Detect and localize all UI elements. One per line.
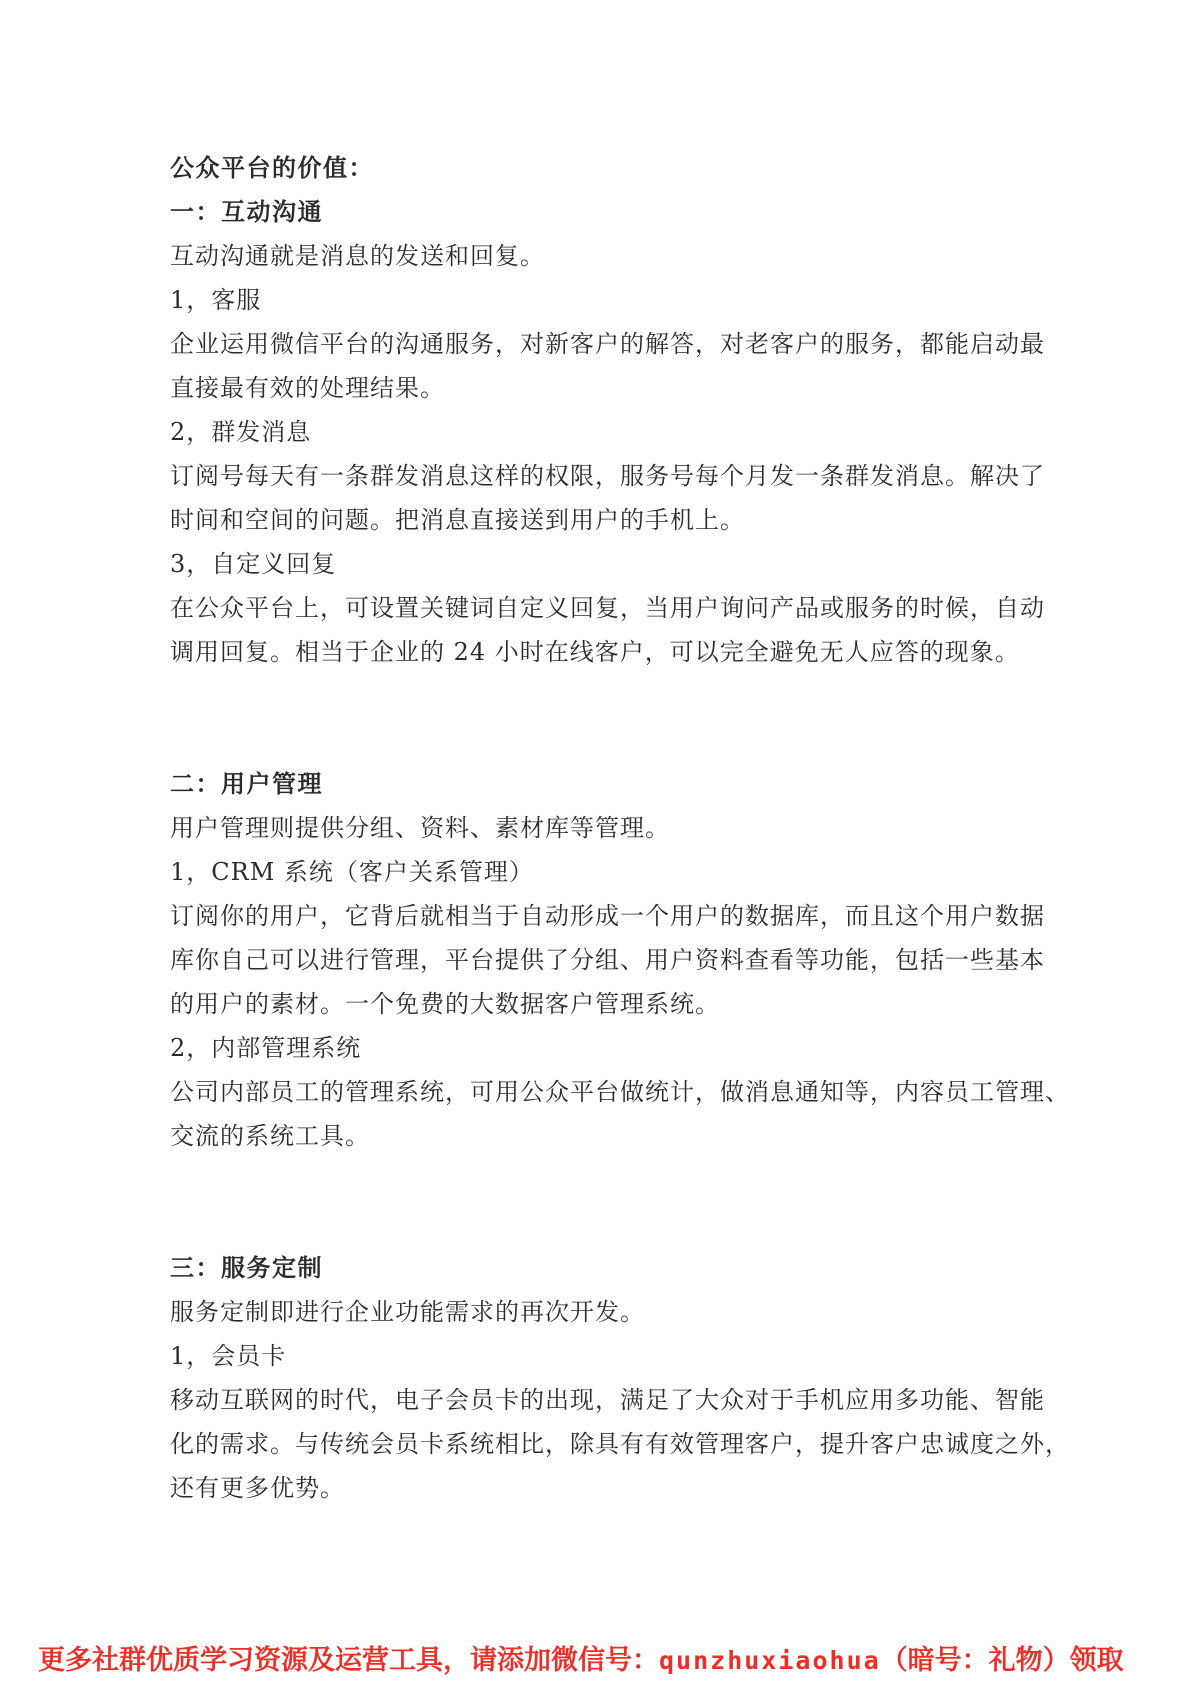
doc-line: 1，会员卡: [170, 1342, 287, 1370]
doc-line: 在公众平台上，可设置关键词自定义回复，当用户询问产品或服务的时候，自动: [170, 594, 1045, 622]
footer-text-prefix: 更多社群优质学习资源及运营工具，请添加微信号：: [38, 1645, 659, 1676]
doc-line: 服务定制即进行企业功能需求的再次开发。: [170, 1298, 645, 1326]
section-heading-1: 一：互动沟通: [170, 198, 323, 226]
doc-line: 2，内部管理系统: [170, 1034, 362, 1062]
doc-line: 用户管理则提供分组、资料、素材库等管理。: [170, 814, 670, 842]
doc-line: 调用回复。相当于企业的 24 小时在线客户，可以完全避免无人应答的现象。: [170, 638, 1020, 666]
doc-line: 订阅号每天有一条群发消息这样的权限，服务号每个月发一条群发消息。解决了: [170, 462, 1045, 490]
doc-line: 订阅你的用户，它背后就相当于自动形成一个用户的数据库，而且这个用户数据: [170, 902, 1045, 930]
section-spacer: [170, 1158, 1120, 1246]
wechat-id: qunzhuxiaohua: [659, 1646, 881, 1675]
doc-title: 公众平台的价值：: [170, 154, 374, 182]
doc-line: 的用户的素材。一个免费的大数据客户管理系统。: [170, 990, 720, 1018]
doc-line: 2，群发消息: [170, 418, 312, 446]
section-heading-3: 三：服务定制: [170, 1254, 323, 1282]
doc-line: 公司内部员工的管理系统，可用公众平台做统计，做消息通知等，内容员工管理、: [170, 1078, 1070, 1106]
doc-line: 企业运用微信平台的沟通服务，对新客户的解答，对老客户的服务，都能启动最: [170, 330, 1045, 358]
doc-line: 1，CRM 系统（客户关系管理）: [170, 858, 534, 886]
section-heading-2: 二：用户管理: [170, 770, 323, 798]
doc-line: 化的需求。与传统会员卡系统相比，除具有有效管理客户，提升客户忠诚度之外，: [170, 1430, 1070, 1458]
doc-line: 互动沟通就是消息的发送和回复。: [170, 242, 545, 270]
doc-line: 移动互联网的时代，电子会员卡的出现，满足了大众对于手机应用多功能、智能: [170, 1386, 1045, 1414]
doc-line: 库你自己可以进行管理，平台提供了分组、用户资料查看等功能，包括一些基本: [170, 946, 1045, 974]
doc-line: 交流的系统工具。: [170, 1122, 370, 1150]
doc-line: 1，客服: [170, 286, 262, 314]
footer-banner: [38, 1642, 1178, 1680]
section-spacer: [170, 674, 1120, 762]
doc-line: 3，自定义回复: [170, 550, 337, 578]
doc-line: 直接最有效的处理结果。: [170, 374, 445, 402]
document-body: [170, 146, 1120, 1510]
footer-text-suffix: （暗号：礼物）领取: [880, 1645, 1124, 1676]
doc-line: 还有更多优势。: [170, 1474, 345, 1502]
doc-line: 时间和空间的问题。把消息直接送到用户的手机上。: [170, 506, 745, 534]
